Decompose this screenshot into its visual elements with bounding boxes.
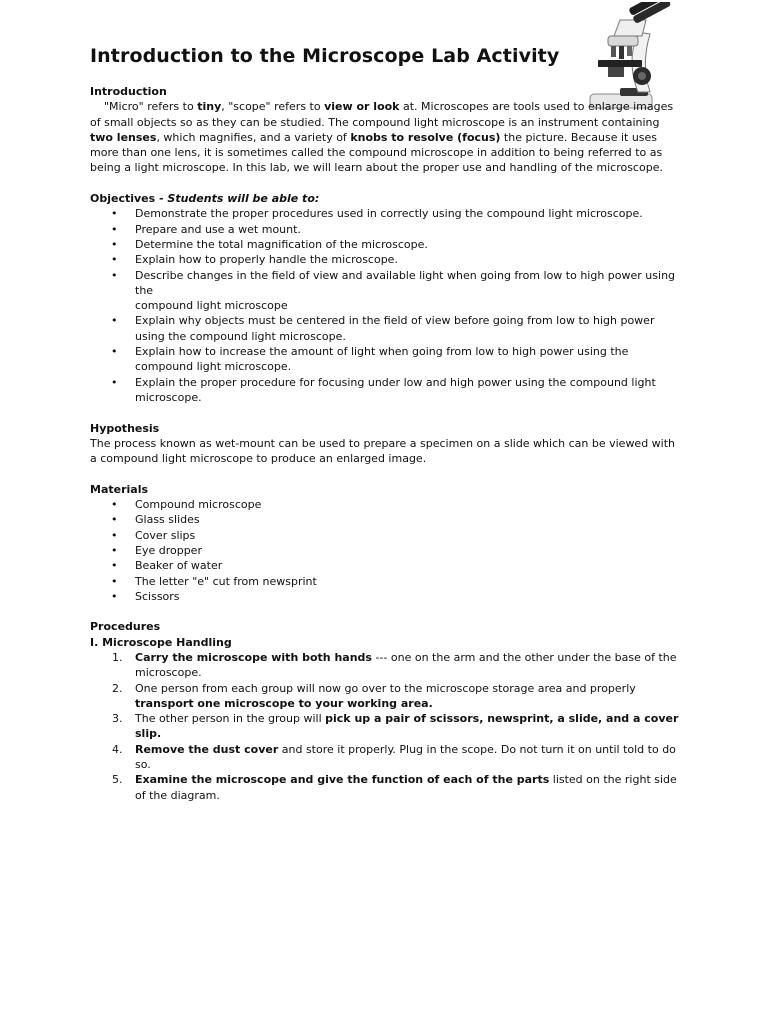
- list-item: • Explain how to increase the amount of light when going from low to high power using the compound light microscope.: [90, 344, 680, 375]
- list-item: • Explain how to properly handle the microscope.: [90, 252, 680, 267]
- list-item: • Demonstrate the proper procedures used in correctly using the compound light microscope.: [90, 206, 680, 221]
- list-item: • Beaker of water: [90, 558, 680, 573]
- materials-heading: Materials: [90, 482, 149, 496]
- list-item: • Explain why objects must be centered in the field of view before going from low to high power using the compound light microscope.: [90, 313, 680, 344]
- list-item: 4. Remove the dust cover and store it properly. Plug in the scope. Do not turn it on until told to do so.: [112, 742, 676, 772]
- hypothesis-heading: Hypothesis: [90, 421, 160, 435]
- list-item: • The letter "e" cut from newsprint: [90, 574, 680, 589]
- list-item: • Compound microscope: [90, 497, 680, 512]
- materials-list: [90, 497, 680, 604]
- list-item: • Cover slips: [90, 528, 680, 543]
- list-item: • Explain the proper procedure for focusing under low and high power using the compound light microscope.: [90, 375, 680, 406]
- hypothesis-text: The process known as wet-mount can be used to prepare a specimen on a slide which can be viewed with a compound light microscope to produce an enlarged image.: [90, 436, 676, 466]
- list-item: • Glass slides: [90, 512, 680, 527]
- list-item: 5. Examine the microscope and give the function of each of the parts listed on the right side of the diagram.: [112, 773, 677, 802]
- introduction-heading: Introduction: [90, 85, 167, 98]
- list-item: 3. The other person in the group will pick up a pair of scissors, newsprint, a slide, and a cover slip.: [112, 712, 679, 741]
- list-item: 2. One person from each group will now go over to the microscope storage area and properly transport one microscope to your working area.: [112, 681, 636, 710]
- list-item: 1. Carry the microscope with both hands --- one on the arm and the other under the base of the microscope.: [112, 650, 677, 680]
- objectives-heading: Objectives - Students will be able to:: [90, 192, 320, 206]
- list-item: • Determine the total magnification of the microscope.: [90, 237, 680, 252]
- document-body: [90, 84, 680, 803]
- list-item: • Scissors: [90, 589, 680, 604]
- list-item: • Eye dropper: [90, 543, 680, 558]
- procedures-section-title: I. Microscope Handling: [90, 635, 232, 649]
- introduction-paragraph: "Micro" refers to tiny, "scope" refers to view or look at. Microscopes are tools used to enlarge images of small objects so as they can be studied. The compound light microscope is an instrument containing two lenses, which magnifies, and a variety of knobs to resolve (focus) the picture. Because it uses more than one lens, it is sometimes called the compound microscope in addition to being referred to as being a light microscope. In this lab, we will learn about the proper use and handling of the microscope.: [90, 100, 674, 175]
- list-item: • Prepare and use a wet mount.: [90, 222, 680, 237]
- procedures-heading: Procedures: [90, 620, 161, 634]
- procedures-list: [90, 650, 680, 803]
- objectives-list: [90, 206, 680, 405]
- list-item: • Describe changes in the field of view and available light when going from low to high power using the compound light microscope: [90, 268, 680, 314]
- page-title: Introduction to the Microscope Lab Activity: [90, 45, 560, 67]
